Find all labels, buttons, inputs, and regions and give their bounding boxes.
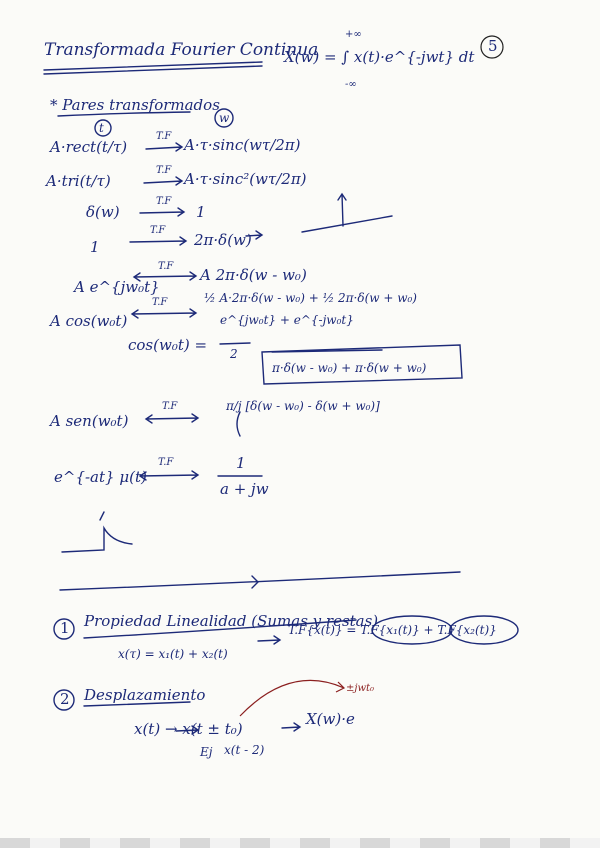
- property-2-eq-right: X(w)·e: [306, 710, 355, 728]
- cos-definition-left: cos(w₀t) =: [128, 336, 208, 354]
- cos-definition-numerator: e^{jw₀t} + e^{-jw₀t}: [220, 313, 354, 327]
- pair-delta-left: δ(w): [86, 203, 120, 221]
- property-2-exponent: ±jwt₀: [346, 683, 375, 694]
- pair-cos-right: ½ A·2π·δ(w - w₀) + ½ 2π·δ(w + w₀): [204, 291, 417, 305]
- pair-sen-right: π/j [δ(w - w₀) - δ(w + w₀)]: [226, 399, 380, 413]
- tf-arrow-7: [146, 414, 198, 423]
- tf-label-4: T.F: [150, 225, 166, 236]
- pair-tri-time: A·tri(t/τ): [46, 172, 111, 190]
- pair-rect-time: A·rect(t/τ): [50, 138, 128, 156]
- property-2-example-mark: Ej: [200, 745, 213, 759]
- plot-axis: [302, 216, 392, 232]
- page-number: 5: [488, 37, 498, 55]
- property-2-example: x(t - 2): [224, 743, 265, 757]
- plot-delta-spike: [338, 194, 346, 226]
- property-2-number: 2: [60, 690, 70, 708]
- integral-lower-limit: -∞: [345, 79, 357, 90]
- cos-boxed-result: π·δ(w - w₀) + π·δ(w + w₀): [272, 361, 427, 375]
- property-2-title: Desplazamiento: [84, 686, 206, 704]
- pair-decay-denominator: a + jw: [220, 480, 269, 498]
- tf-label-3: T.F: [156, 196, 172, 207]
- pair-sen-left: A sen(w₀t): [50, 412, 129, 430]
- pair-delta-right: 1: [196, 203, 206, 221]
- tf-arrow-8: [140, 471, 198, 480]
- tf-arrow-3: [140, 208, 184, 216]
- page-title: Transformada Fourier Continua: [44, 40, 319, 60]
- tf-arrow-4: [130, 237, 186, 245]
- title-underline: [44, 62, 262, 70]
- section-separator: [60, 572, 460, 590]
- title-underline-2: [44, 66, 262, 74]
- pair-rect-freq: A·τ·sinc(wτ/2π): [184, 136, 301, 154]
- tf-label-7: T.F: [162, 401, 178, 412]
- p1-arrow: [258, 636, 280, 644]
- pair-decay-left: e^{-at} μ(t): [54, 468, 147, 486]
- tf-label-5: T.F: [158, 261, 174, 272]
- tf-arrow-6: [132, 309, 196, 318]
- tf-label-8: T.F: [158, 457, 174, 468]
- pairs-heading: * Pares transformados: [50, 96, 220, 114]
- pair-one-right: 2π·δ(w): [194, 231, 252, 249]
- cos-frac-line: [220, 343, 250, 344]
- pair-exp-left: A e^{jw₀t}: [74, 278, 160, 296]
- t-domain-label: t: [99, 121, 104, 135]
- integral-upper-limit: +∞: [345, 29, 362, 40]
- w-domain-label: w: [219, 111, 230, 125]
- property-1-number: 1: [60, 619, 70, 637]
- p2-arrow-2: [282, 723, 300, 731]
- pair-exp-right: A 2π·δ(w - w₀): [200, 266, 307, 284]
- cos-definition-denominator: 2: [230, 347, 238, 361]
- pair-cos-left: A cos(w₀t): [50, 312, 128, 330]
- decay-sketch: [62, 528, 132, 552]
- tf-arrow-2: [144, 177, 182, 185]
- property-2-eq-left: x(t) → x(t ± t₀): [134, 720, 243, 738]
- sen-bracket: [237, 412, 240, 436]
- decay-sketch-tick: [100, 512, 104, 520]
- tf-label-2: T.F: [156, 165, 172, 176]
- tf-arrow-1: [146, 143, 182, 151]
- fourier-formula: X(w) = ∫ x(t)·e^{-jwt} dt: [284, 48, 475, 66]
- pair-decay-numerator: 1: [236, 454, 246, 472]
- scan-edge-strip: [0, 838, 600, 848]
- pair-tri-freq: A·τ·sinc²(wτ/2π): [184, 170, 307, 188]
- property-1-eq-right: T.F{x(t)} = T.F{x₁(t)} + T.F{x₂(t)}: [288, 623, 497, 637]
- tf-label-1: T.F: [156, 131, 172, 142]
- pair-one-left: 1: [90, 238, 100, 256]
- property-1-eq-left: x(τ) = x₁(t) + x₂(t): [118, 647, 228, 661]
- tf-label-6: T.F: [152, 297, 168, 308]
- property-1-title: Propiedad Linealidad (Sumas y restas): [84, 612, 379, 630]
